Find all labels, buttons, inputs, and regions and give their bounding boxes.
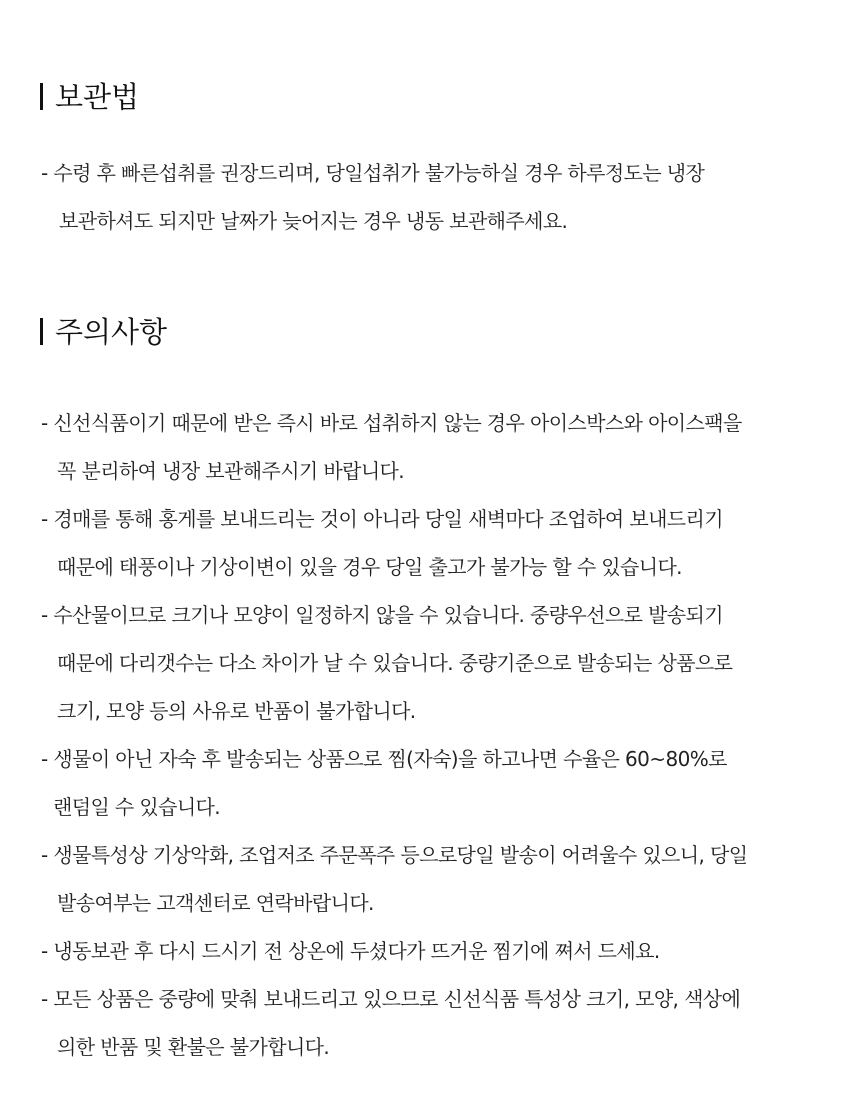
caution-line: 랜덤일 수 있습니다. [53,795,221,819]
caution-line: 때문에 태풍이나 기상이변이 있을 경우 당일 출고가 불가능 할 수 있습니다. [57,555,682,579]
caution-line: 의한 반품 및 환불은 불가합니다. [57,1035,330,1059]
caution-line: - 생물특성상 기상악화, 조업저조 주문폭주 등으로당일 발송이 어려울수 있으니, 당일 [41,843,748,867]
caution-line: - 경매를 통해 홍게를 보내드리는 것이 아니라 당일 새벽마다 조업하여 보내드리기 [41,507,723,531]
caution-line: - 수산물이므로 크기나 모양이 일정하지 않을 수 있습니다. 중량우선으로 발송되기 [41,603,723,627]
caution-title-text: 주의사항 [55,315,168,349]
caution-line: - 모든 상품은 중량에 맞춰 보내드리고 있으므로 신선식품 특성상 크기, 모양, 색상에 [41,987,741,1011]
title-bar-divider [40,318,43,345]
storage-line: 보관하셔도 되지만 날짜가 늦어지는 경우 냉동 보관해주세요. [59,209,568,233]
caution-line: 크기, 모양 등의 사유로 반품이 불가합니다. [57,699,416,723]
storage-title-text: 보관법 [55,80,140,114]
storage-line: - 수령 후 빠른섭취를 권장드리며, 당일섭취가 불가능하실 경우 하루정도는 냉장 [41,161,705,185]
storage-section-title [40,80,140,114]
caution-line: - 신선식품이기 때문에 받은 즉시 바로 섭취하지 않는 경우 아이스박스와 아이스팩을 [41,411,742,435]
title-bar-divider [40,83,43,110]
caution-line: 때문에 다리갯수는 다소 차이가 날 수 있습니다. 중량기준으로 발송되는 상품으로 [57,651,733,675]
caution-line: 꼭 분리하여 냉장 보관해주시기 바랍니다. [57,459,405,483]
caution-line: 발송여부는 고객센터로 연락바랍니다. [57,891,374,915]
caution-line: - 생물이 아닌 자숙 후 발송되는 상품으로 찜(자숙)을 하고나면 수율은 60~80%로 [41,747,727,771]
caution-line: - 냉동보관 후 다시 드시기 전 상온에 두셨다가 뜨거운 찜기에 쪄서 드세요. [41,939,660,963]
caution-section-title [40,315,168,349]
